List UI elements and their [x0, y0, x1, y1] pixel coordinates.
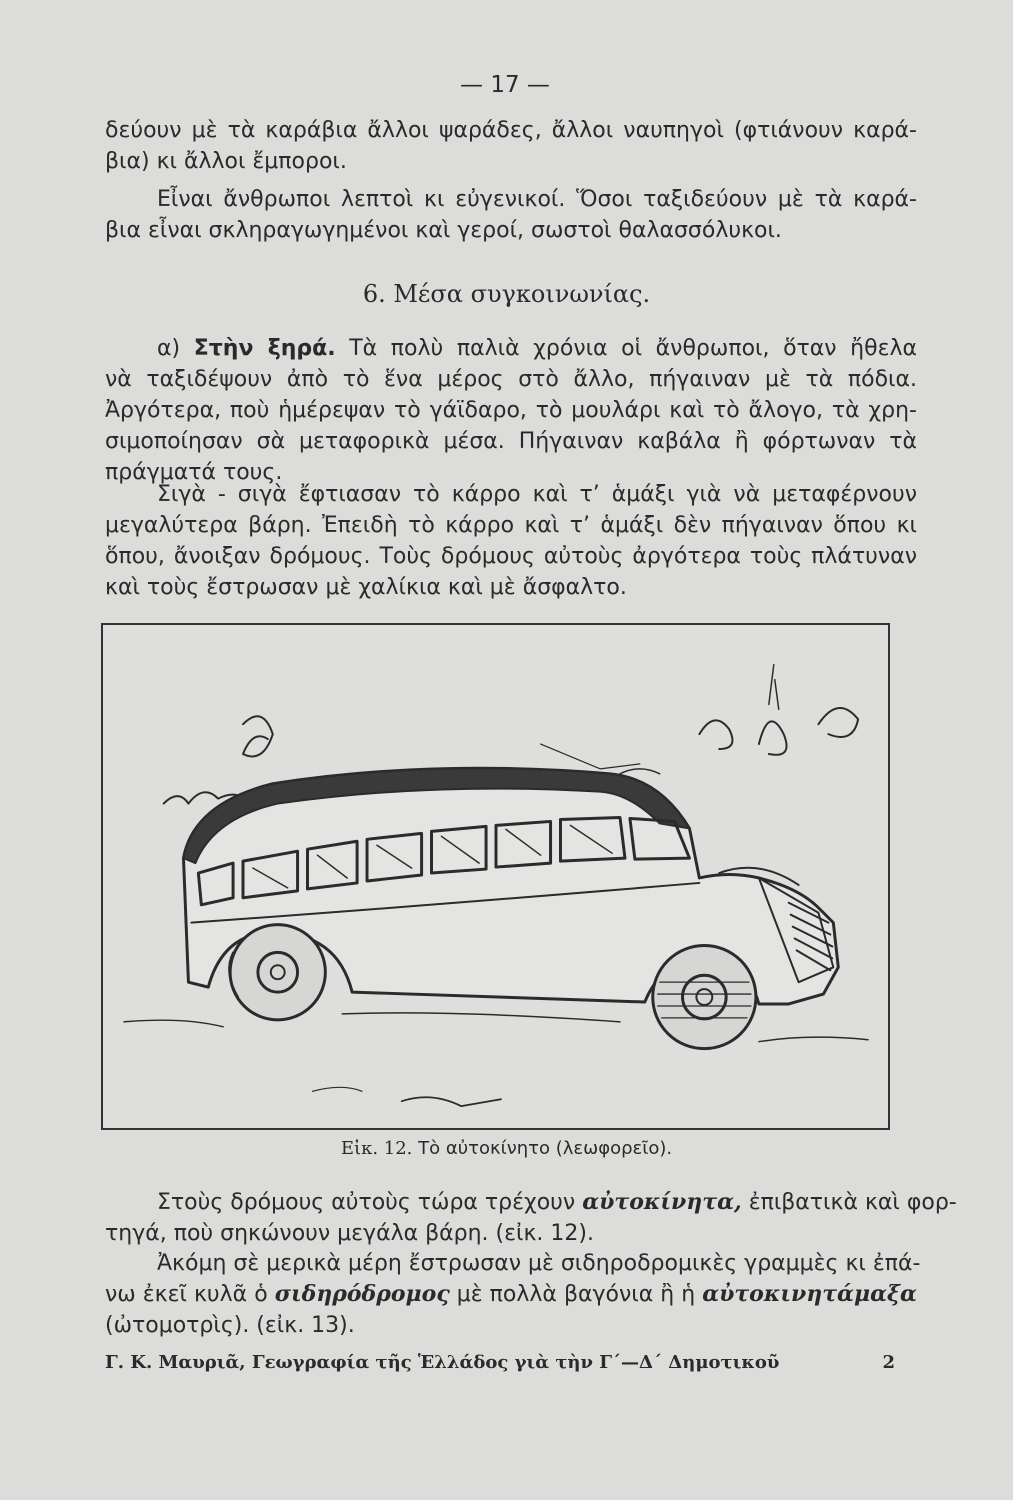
text-line: βια) κι ἄλλοι ἔμποροι. [105, 149, 347, 174]
text-line: τηγά, ποὺ σηκώνουν μεγάλα βάρη. (εἰκ. 12). [105, 1221, 594, 1246]
text-run: νω ἐκεῖ κυλᾶ ὁ [105, 1282, 268, 1307]
text-line: νὰ ταξιδέψουν ἀπὸ τὸ ἕνα μέρος στὸ ἄλλο, πήγαιναν μὲ τὰ πόδια. [105, 367, 917, 392]
figure-caption [0, 1138, 1013, 1159]
text-line: ὅπου, ἄνοιξαν δρόμους. Τοὺς δρόμους αὐτοὺς ἀργότερα τοὺς πλάτυναν [105, 544, 917, 569]
paragraph-railway [105, 1248, 921, 1341]
paragraph-islanders [105, 184, 917, 246]
text-line [105, 333, 917, 364]
page-footer [105, 1352, 895, 1373]
text-line: μεγαλύτερα βάρη. Ἐπειδὴ τὸ κάρρο καὶ τ’ ἁμάξι δὲν πήγαιναν ὅπου κι [105, 513, 917, 538]
text-line: βια εἶναι σκληραγωγημένοι καὶ γεροί, σωστοὶ θαλασσόλυκοι. [105, 218, 782, 243]
signature-number: 2 [882, 1352, 895, 1373]
bus-illustration [101, 623, 890, 1130]
text-run: μὲ πολλὰ βαγόνια ἢ ἡ [456, 1282, 696, 1307]
text-run: Στοὺς δρόμους αὐτοὺς τώρα τρέχουν [157, 1190, 576, 1215]
paragraph-land [105, 333, 917, 488]
text-run: ἐπιβατικὰ καὶ φορ- [748, 1190, 957, 1215]
text-line: καὶ τοὺς ἔστρωσαν μὲ χαλίκια καὶ μὲ ἄσφαλτο. [105, 575, 627, 600]
text-line: Ἀργότερα, ποὺ ἡμέρεψαν τὸ γάϊδαρο, τὸ μουλάρι καὶ τὸ ἄλογο, τὰ χρη- [105, 398, 917, 423]
text-line: σιμοποίησαν σὰ μεταφορικὰ μέσα. Πήγαιναν καβάλα ἢ φόρτωναν τὰ [105, 429, 917, 454]
term-cars: αὐτοκίνητα, [582, 1189, 742, 1215]
page-number: — 17 — [460, 72, 550, 98]
paragraph-cars [105, 1187, 957, 1249]
caption-text: Τὸ αὐτοκίνητο (λεωφορεῖο). [418, 1138, 673, 1159]
term-railway: σιδηρόδρομος [274, 1281, 450, 1307]
caption-label: Εἰκ. 12. [340, 1138, 413, 1159]
text-line: πράγματά τους. [105, 460, 283, 485]
section-heading: 6. Μέσα συγκοινωνίας. [362, 280, 651, 308]
text-run: Τὰ πολὺ παλιὰ χρόνια οἱ ἄνθρωποι, ὅταν ἤθελα [349, 336, 918, 361]
section-title: Στὴν ξηρά. [193, 336, 336, 361]
text-line: Σιγὰ - σιγὰ ἔφτιασαν τὸ κάρρο καὶ τ’ ἁμάξι γιὰ νὰ μεταφέρνουν [157, 482, 917, 507]
term-railcar: αὐτοκινητάμαξα [702, 1281, 917, 1307]
section-label: α) [157, 336, 181, 361]
text-line [105, 1279, 917, 1310]
text-line: (ὠτομοτρὶς). (εἰκ. 13). [105, 1313, 355, 1338]
text-line: δεύουν μὲ τὰ καράβια ἄλλοι ψαράδες, ἄλλοι ναυπηγοὶ (φτιάνουν καρά- [105, 118, 917, 143]
text-line: Ἀκόμη σὲ μερικὰ μέρη ἔστρωσαν μὲ σιδηροδρομικὲς γραμμὲς κι ἐπά- [157, 1251, 921, 1276]
text-line [105, 1187, 957, 1218]
footer-citation: Γ. Κ. Μαυριᾶ, Γεωγραφία τῆς Ἑλλάδος γιὰ τὴν Γ΄—Δ΄ Δημοτικοῦ [105, 1352, 780, 1373]
paragraph-roads [105, 479, 917, 603]
bus-drawing [103, 625, 888, 1128]
paragraph-sailors [105, 115, 917, 177]
text-line: Εἶναι ἄνθρωποι λεπτοὶ κι εὐγενικοί. Ὅσοι ταξιδεύουν μὲ τὰ καρά- [157, 187, 917, 212]
